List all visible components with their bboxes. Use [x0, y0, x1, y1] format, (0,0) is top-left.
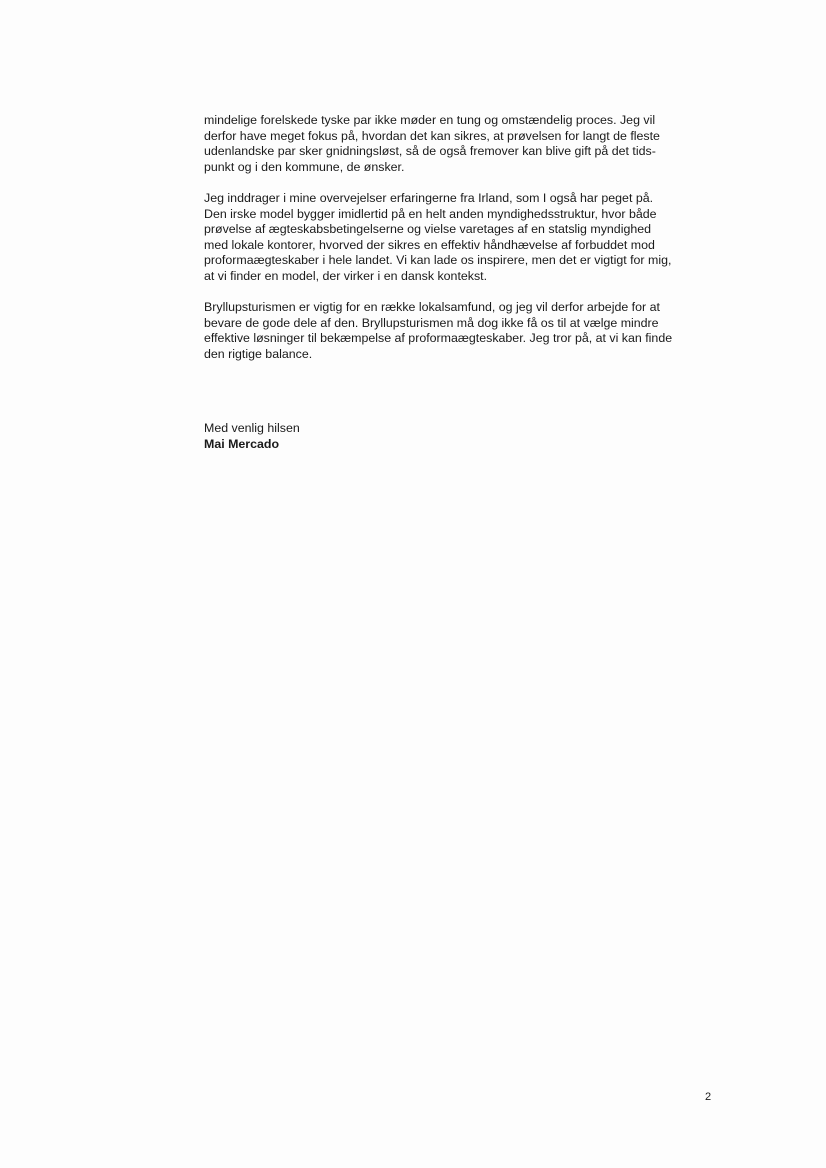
text-line: punkt og i den kommune, de ønsker. — [204, 159, 405, 174]
text-line: udenlandske par sker gnidningsløst, så de også fremover kan blive gift på det tids- — [204, 144, 656, 159]
paragraph-1 — [204, 113, 724, 175]
text-line: Den irske model bygger imidlertid på en helt anden myndighedsstruktur, hvor både — [204, 206, 657, 221]
paragraph-3 — [204, 300, 724, 362]
text-line: at vi finder en model, der virker i en dansk kontekst. — [204, 268, 488, 283]
text-line: bevare de gode dele af den. Bryllupsturismen må dog ikke få os til at vælge mindre — [204, 315, 659, 330]
text-line: mindelige forelskede tyske par ikke møder en tung og omstændelig proces. Jeg vil — [204, 113, 656, 127]
text-line: proformaægteskaber i hele landet. Vi kan lade os inspirere, men det er vigtigt for mig, — [204, 253, 672, 268]
signature-name: Mai Mercado — [204, 436, 280, 451]
text-line: effektive løsninger til bekæmpelse af proformaægteskaber. Jeg tror på, at vi kan finde — [204, 331, 673, 346]
text-line: derfor have meget fokus på, hvordan det kan sikres, at prøvelsen for langt de fleste — [204, 128, 660, 143]
closing-salutation: Med venlig hilsen — [204, 421, 300, 435]
page-number: 2 — [705, 1091, 712, 1103]
text-line: Bryllupsturismen er vigtig for en række lokalsamfund, og jeg vil derfor arbejde for at — [204, 300, 660, 315]
paragraph-2 — [204, 191, 724, 285]
letter-body — [204, 113, 724, 363]
text-line: Jeg inddrager i mine overvejelser erfaringerne fra Irland, som I også har peget på. — [204, 190, 654, 205]
letter-closing — [204, 421, 300, 452]
text-line: den rigtige balance. — [204, 346, 313, 361]
text-line: med lokale kontorer, hvorved der sikres en effektiv håndhævelse af forbuddet mod — [204, 237, 655, 252]
text-line: prøvelse af ægteskabsbetingelserne og vielse varetages af en statslig myndighed — [204, 222, 652, 237]
